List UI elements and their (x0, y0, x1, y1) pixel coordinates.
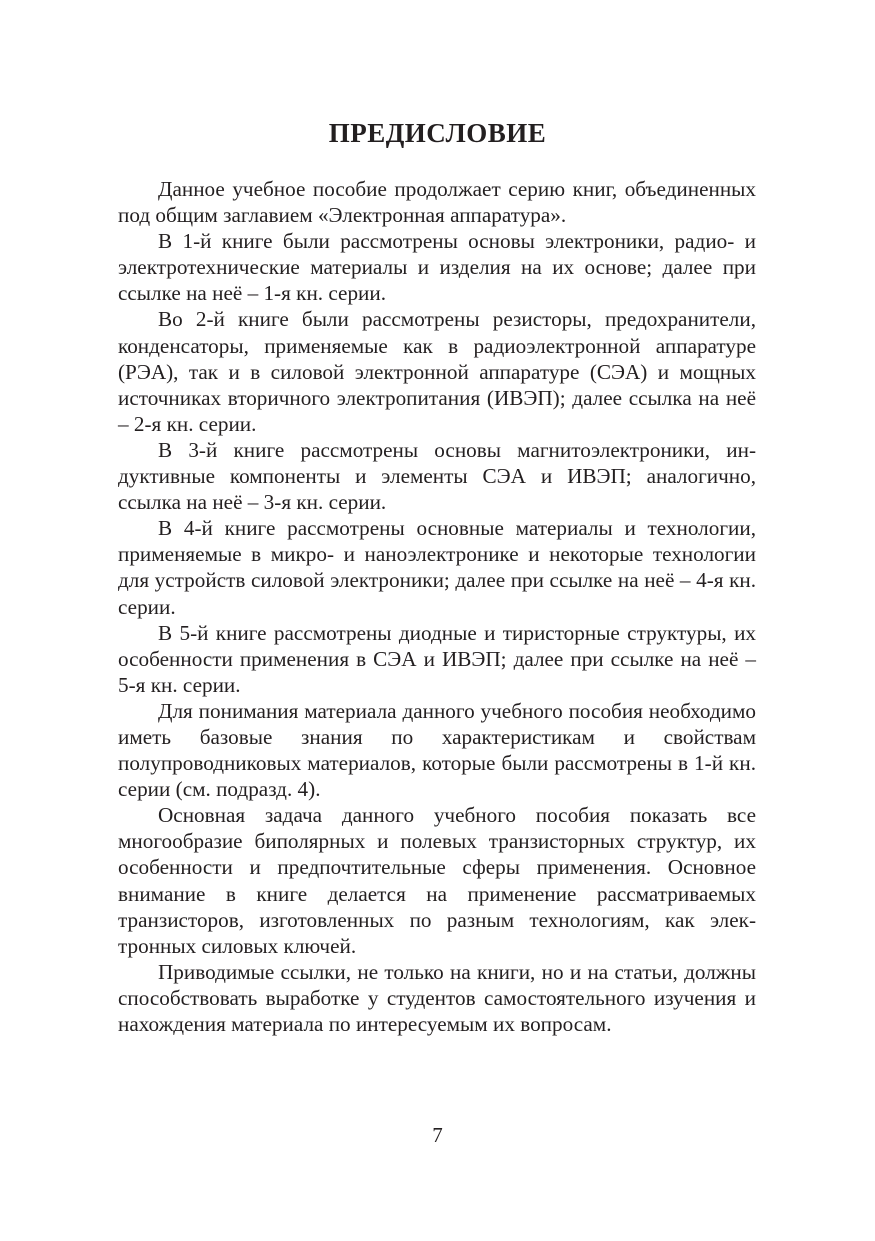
page-number: 7 (432, 1123, 443, 1147)
paragraph-7: Для понимания материала данного учебного пособия необходимо иметь базовые знания по характеристикам и свойствам полупроводниковых материалов, которые были рассмотрены в 1-й кн. серии (см. подразд. 4). (118, 698, 756, 802)
paragraph-3: Во 2-й книге были рассмотрены резисторы, предохранители, конденсаторы, применяемые как в радиоэлектронной аппаратуре (РЭА), так и в силовой электронной аппаратуре (СЭА) и мощных источниках вторичного электропитания (ИВЭП); далее ссылка на неё – 2-я кн. серии. (118, 307, 756, 436)
body-text (118, 176, 756, 1037)
paragraph-8: Основная задача данного учебного пособия показать все многообразие биполярных и полевых транзисторных структур, их особенности и предпочтительные сферы применения. Основное внимание в книге делается на применение рассматриваемых транзисторов, изготовленных по разным технологиям, как электронных силовых ключей. (118, 803, 756, 958)
paragraph-4: В 3-й книге рассмотрены основы магнитоэлектроники, индуктивные компоненты и элементы СЭА и ИВЭП; аналогично, ссылка на неё – 3-я кн. серии. (118, 437, 756, 515)
paragraph-2: В 1-й книге были рассмотрены основы электроники, радио- и электротехнические материалы и изделия на их основе; далее при ссылке на неё – 1-я кн. серии. (118, 229, 756, 306)
paragraph-5: В 4-й книге рассмотрены основные материалы и технологии, применяемые в микро- и наноэлектронике и некоторые технологии для устройств силовой электроники; далее при ссылке на неё – 4-я кн. серии. (118, 516, 756, 619)
paragraph-9: Приводимые ссылки, не только на книги, но и на статьи, должны способствовать выработке у студентов самостоятельного изучения и нахождения материала по интересуемым их вопросам. (118, 959, 756, 1036)
page-title: ПРЕДИСЛОВИЕ (328, 118, 547, 148)
paragraph-6: В 5-й книге рассмотрены диодные и тиристорные структуры, их особенности применения в СЭА и ИВЭП; далее при ссылке на неё – 5-я кн. серии. (118, 620, 756, 697)
paragraph-1: Данное учебное пособие продолжает серию книг, объединенных под общим заглавием «Электронная аппаратура». (118, 177, 756, 228)
